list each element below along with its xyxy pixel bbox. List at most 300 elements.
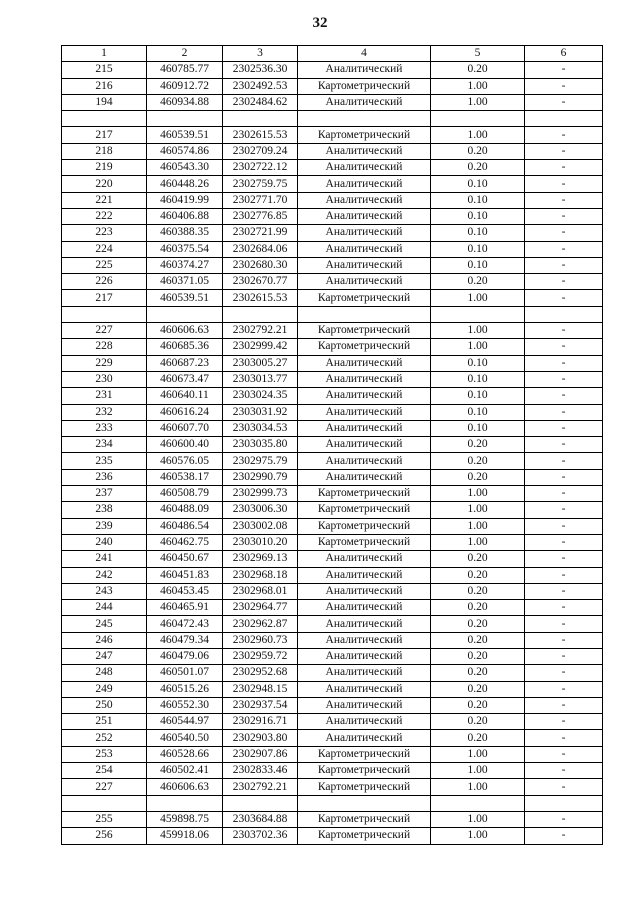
point-number-cell: 248 (62, 665, 147, 681)
point-number-cell: 236 (62, 469, 147, 485)
table-row (62, 600, 603, 616)
empty-cell (525, 111, 603, 127)
table-row (62, 339, 603, 355)
accuracy-cell: 1.00 (431, 811, 525, 827)
point-number-cell: 251 (62, 714, 147, 730)
accuracy-cell: 0.20 (431, 453, 525, 469)
empty-cell (298, 306, 431, 322)
x-coordinate-cell: 460472.43 (147, 616, 223, 632)
method-cell: Аналитический (298, 404, 431, 420)
point-number-cell: 217 (62, 290, 147, 306)
method-cell: Аналитический (298, 600, 431, 616)
point-number-cell: 220 (62, 176, 147, 192)
y-coordinate-cell: 2302759.75 (223, 176, 298, 192)
method-cell: Аналитический (298, 241, 431, 257)
empty-cell (223, 795, 298, 811)
table-row (62, 502, 603, 518)
note-cell: - (525, 763, 603, 779)
table-row (62, 404, 603, 420)
point-number-cell: 241 (62, 551, 147, 567)
point-number-cell: 216 (62, 78, 147, 94)
x-coordinate-cell: 460538.17 (147, 469, 223, 485)
x-coordinate-cell: 460606.63 (147, 323, 223, 339)
empty-cell (525, 306, 603, 322)
note-cell: - (525, 62, 603, 78)
y-coordinate-cell: 2303024.35 (223, 388, 298, 404)
x-coordinate-cell: 460462.75 (147, 534, 223, 550)
empty-cell (62, 795, 147, 811)
y-coordinate-cell: 2302771.70 (223, 192, 298, 208)
table-row (62, 811, 603, 827)
empty-cell (223, 306, 298, 322)
method-cell: Аналитический (298, 567, 431, 583)
y-coordinate-cell: 2302709.24 (223, 143, 298, 159)
method-cell: Картометрический (298, 78, 431, 94)
point-number-cell: 253 (62, 746, 147, 762)
empty-cell (431, 795, 525, 811)
note-cell: - (525, 274, 603, 290)
note-cell: - (525, 486, 603, 502)
empty-cell (62, 111, 147, 127)
note-cell: - (525, 583, 603, 599)
empty-cell (147, 306, 223, 322)
table-row (62, 665, 603, 681)
y-coordinate-cell: 2303010.20 (223, 534, 298, 550)
header-cell: 5 (431, 46, 525, 62)
method-cell: Картометрический (298, 746, 431, 762)
accuracy-cell: 1.00 (431, 779, 525, 795)
header-cell: 1 (62, 46, 147, 62)
y-coordinate-cell: 2302536.30 (223, 62, 298, 78)
table-row (62, 94, 603, 110)
spacer-row (62, 111, 603, 127)
note-cell: - (525, 502, 603, 518)
method-cell: Аналитический (298, 192, 431, 208)
table-row (62, 453, 603, 469)
accuracy-cell: 0.10 (431, 225, 525, 241)
note-cell: - (525, 290, 603, 306)
note-cell: - (525, 241, 603, 257)
table-row (62, 371, 603, 387)
accuracy-cell: 1.00 (431, 323, 525, 339)
x-coordinate-cell: 460419.99 (147, 192, 223, 208)
accuracy-cell: 0.20 (431, 583, 525, 599)
point-number-cell: 224 (62, 241, 147, 257)
empty-cell (525, 795, 603, 811)
note-cell: - (525, 323, 603, 339)
y-coordinate-cell: 2303702.36 (223, 828, 298, 844)
accuracy-cell: 1.00 (431, 502, 525, 518)
note-cell: - (525, 388, 603, 404)
point-number-cell: 227 (62, 323, 147, 339)
accuracy-cell: 0.20 (431, 160, 525, 176)
y-coordinate-cell: 2302484.62 (223, 94, 298, 110)
y-coordinate-cell: 2302948.15 (223, 681, 298, 697)
method-cell: Картометрический (298, 534, 431, 550)
y-coordinate-cell: 2302776.85 (223, 208, 298, 224)
method-cell: Аналитический (298, 257, 431, 273)
x-coordinate-cell: 460388.35 (147, 225, 223, 241)
table-row (62, 388, 603, 404)
y-coordinate-cell: 2302680.30 (223, 257, 298, 273)
table-body (62, 62, 603, 844)
note-cell: - (525, 94, 603, 110)
table-row (62, 746, 603, 762)
method-cell: Аналитический (298, 437, 431, 453)
accuracy-cell: 0.20 (431, 730, 525, 746)
x-coordinate-cell: 460673.47 (147, 371, 223, 387)
x-coordinate-cell: 460451.83 (147, 567, 223, 583)
table-row (62, 160, 603, 176)
accuracy-cell: 1.00 (431, 94, 525, 110)
table-row (62, 241, 603, 257)
method-cell: Картометрический (298, 339, 431, 355)
point-number-cell: 219 (62, 160, 147, 176)
point-number-cell: 250 (62, 697, 147, 713)
x-coordinate-cell: 460687.23 (147, 355, 223, 371)
accuracy-cell: 0.10 (431, 176, 525, 192)
method-cell: Картометрический (298, 486, 431, 502)
method-cell: Аналитический (298, 225, 431, 241)
method-cell: Аналитический (298, 681, 431, 697)
empty-cell (298, 111, 431, 127)
x-coordinate-cell: 460576.05 (147, 453, 223, 469)
note-cell: - (525, 371, 603, 387)
x-coordinate-cell: 460552.30 (147, 697, 223, 713)
table-row (62, 681, 603, 697)
method-cell: Аналитический (298, 453, 431, 469)
table-row (62, 225, 603, 241)
method-cell: Аналитический (298, 469, 431, 485)
x-coordinate-cell: 460934.88 (147, 94, 223, 110)
point-number-cell: 215 (62, 62, 147, 78)
accuracy-cell: 0.20 (431, 143, 525, 159)
y-coordinate-cell: 2303002.08 (223, 518, 298, 534)
point-number-cell: 229 (62, 355, 147, 371)
accuracy-cell: 0.20 (431, 697, 525, 713)
y-coordinate-cell: 2303005.27 (223, 355, 298, 371)
point-number-cell: 228 (62, 339, 147, 355)
accuracy-cell: 0.20 (431, 551, 525, 567)
empty-cell (298, 795, 431, 811)
method-cell: Аналитический (298, 388, 431, 404)
point-number-cell: 245 (62, 616, 147, 632)
point-number-cell: 222 (62, 208, 147, 224)
point-number-cell: 221 (62, 192, 147, 208)
note-cell: - (525, 648, 603, 664)
table-row (62, 127, 603, 143)
y-coordinate-cell: 2302792.21 (223, 323, 298, 339)
y-coordinate-cell: 2302959.72 (223, 648, 298, 664)
table-row (62, 763, 603, 779)
method-cell: Аналитический (298, 420, 431, 436)
spacer-row (62, 306, 603, 322)
y-coordinate-cell: 2303006.30 (223, 502, 298, 518)
method-cell: Аналитический (298, 616, 431, 632)
x-coordinate-cell: 460574.86 (147, 143, 223, 159)
x-coordinate-cell: 460465.91 (147, 600, 223, 616)
method-cell: Аналитический (298, 176, 431, 192)
table-row (62, 551, 603, 567)
x-coordinate-cell: 460501.07 (147, 665, 223, 681)
table-row (62, 143, 603, 159)
table-row (62, 779, 603, 795)
table-row (62, 469, 603, 485)
x-coordinate-cell: 460450.67 (147, 551, 223, 567)
x-coordinate-cell: 460479.34 (147, 632, 223, 648)
table-row (62, 616, 603, 632)
accuracy-cell: 0.20 (431, 437, 525, 453)
method-cell: Аналитический (298, 143, 431, 159)
method-cell: Аналитический (298, 697, 431, 713)
method-cell: Картометрический (298, 828, 431, 844)
table-row (62, 78, 603, 94)
x-coordinate-cell: 460508.79 (147, 486, 223, 502)
table-row (62, 583, 603, 599)
x-coordinate-cell: 460912.72 (147, 78, 223, 94)
point-number-cell: 223 (62, 225, 147, 241)
x-coordinate-cell: 460371.05 (147, 274, 223, 290)
y-coordinate-cell: 2302492.53 (223, 78, 298, 94)
page-number: 32 (312, 15, 328, 31)
x-coordinate-cell: 460616.24 (147, 404, 223, 420)
accuracy-cell: 1.00 (431, 763, 525, 779)
accuracy-cell: 0.10 (431, 420, 525, 436)
method-cell: Аналитический (298, 208, 431, 224)
note-cell: - (525, 143, 603, 159)
x-coordinate-cell: 460539.51 (147, 127, 223, 143)
point-number-cell: 247 (62, 648, 147, 664)
note-cell: - (525, 339, 603, 355)
x-coordinate-cell: 460486.54 (147, 518, 223, 534)
y-coordinate-cell: 2303035.80 (223, 437, 298, 453)
accuracy-cell: 1.00 (431, 518, 525, 534)
table-row (62, 176, 603, 192)
note-cell: - (525, 746, 603, 762)
method-cell: Аналитический (298, 583, 431, 599)
method-cell: Картометрический (298, 502, 431, 518)
y-coordinate-cell: 2302903.80 (223, 730, 298, 746)
note-cell: - (525, 208, 603, 224)
table-row (62, 534, 603, 550)
point-number-cell: 194 (62, 94, 147, 110)
table-row (62, 437, 603, 453)
method-cell: Картометрический (298, 290, 431, 306)
header-cell: 3 (223, 46, 298, 62)
accuracy-cell: 0.10 (431, 404, 525, 420)
point-number-cell: 237 (62, 486, 147, 502)
y-coordinate-cell: 2302962.87 (223, 616, 298, 632)
note-cell: - (525, 225, 603, 241)
note-cell: - (525, 600, 603, 616)
y-coordinate-cell: 2302964.77 (223, 600, 298, 616)
x-coordinate-cell: 460640.11 (147, 388, 223, 404)
x-coordinate-cell: 460375.54 (147, 241, 223, 257)
x-coordinate-cell: 460785.77 (147, 62, 223, 78)
accuracy-cell: 0.20 (431, 681, 525, 697)
method-cell: Аналитический (298, 632, 431, 648)
accuracy-cell: 0.20 (431, 274, 525, 290)
empty-cell (431, 306, 525, 322)
accuracy-cell: 1.00 (431, 746, 525, 762)
table-row (62, 355, 603, 371)
y-coordinate-cell: 2302937.54 (223, 697, 298, 713)
accuracy-cell: 0.10 (431, 208, 525, 224)
x-coordinate-cell: 460540.50 (147, 730, 223, 746)
table-row (62, 567, 603, 583)
x-coordinate-cell: 460606.63 (147, 779, 223, 795)
accuracy-cell: 0.10 (431, 257, 525, 273)
method-cell: Картометрический (298, 811, 431, 827)
accuracy-cell: 1.00 (431, 127, 525, 143)
note-cell: - (525, 632, 603, 648)
header-cell: 4 (298, 46, 431, 62)
y-coordinate-cell: 2302907.86 (223, 746, 298, 762)
empty-cell (62, 306, 147, 322)
note-cell: - (525, 811, 603, 827)
coordinates-table (61, 45, 603, 845)
method-cell: Аналитический (298, 714, 431, 730)
note-cell: - (525, 828, 603, 844)
note-cell: - (525, 257, 603, 273)
note-cell: - (525, 420, 603, 436)
note-cell: - (525, 665, 603, 681)
accuracy-cell: 0.20 (431, 714, 525, 730)
point-number-cell: 218 (62, 143, 147, 159)
x-coordinate-cell: 460453.45 (147, 583, 223, 599)
note-cell: - (525, 453, 603, 469)
x-coordinate-cell: 460539.51 (147, 290, 223, 306)
accuracy-cell: 1.00 (431, 828, 525, 844)
y-coordinate-cell: 2302999.73 (223, 486, 298, 502)
method-cell: Аналитический (298, 160, 431, 176)
x-coordinate-cell: 460479.06 (147, 648, 223, 664)
note-cell: - (525, 160, 603, 176)
note-cell: - (525, 355, 603, 371)
accuracy-cell: 1.00 (431, 339, 525, 355)
y-coordinate-cell: 2302969.13 (223, 551, 298, 567)
y-coordinate-cell: 2303034.53 (223, 420, 298, 436)
table-row (62, 518, 603, 534)
x-coordinate-cell: 459898.75 (147, 811, 223, 827)
y-coordinate-cell: 2303684.88 (223, 811, 298, 827)
y-coordinate-cell: 2302952.68 (223, 665, 298, 681)
point-number-cell: 227 (62, 779, 147, 795)
table-row (62, 648, 603, 664)
accuracy-cell: 0.10 (431, 241, 525, 257)
point-number-cell: 235 (62, 453, 147, 469)
y-coordinate-cell: 2302968.18 (223, 567, 298, 583)
method-cell: Картометрический (298, 323, 431, 339)
x-coordinate-cell: 460607.70 (147, 420, 223, 436)
y-coordinate-cell: 2302833.46 (223, 763, 298, 779)
point-number-cell: 230 (62, 371, 147, 387)
y-coordinate-cell: 2302916.71 (223, 714, 298, 730)
table-row (62, 208, 603, 224)
x-coordinate-cell: 460600.40 (147, 437, 223, 453)
point-number-cell: 231 (62, 388, 147, 404)
method-cell: Аналитический (298, 371, 431, 387)
note-cell: - (525, 437, 603, 453)
table-row (62, 632, 603, 648)
accuracy-cell: 0.20 (431, 567, 525, 583)
x-coordinate-cell: 460406.88 (147, 208, 223, 224)
note-cell: - (525, 551, 603, 567)
note-cell: - (525, 192, 603, 208)
table-row (62, 420, 603, 436)
x-coordinate-cell: 460502.41 (147, 763, 223, 779)
table-row (62, 323, 603, 339)
table-row (62, 290, 603, 306)
y-coordinate-cell: 2302960.73 (223, 632, 298, 648)
method-cell: Аналитический (298, 274, 431, 290)
point-number-cell: 255 (62, 811, 147, 827)
y-coordinate-cell: 2302792.21 (223, 779, 298, 795)
note-cell: - (525, 714, 603, 730)
note-cell: - (525, 616, 603, 632)
accuracy-cell: 1.00 (431, 290, 525, 306)
accuracy-cell: 1.00 (431, 534, 525, 550)
y-coordinate-cell: 2302615.53 (223, 127, 298, 143)
x-coordinate-cell: 460448.26 (147, 176, 223, 192)
accuracy-cell: 0.10 (431, 388, 525, 404)
empty-cell (147, 795, 223, 811)
note-cell: - (525, 78, 603, 94)
table-row (62, 486, 603, 502)
note-cell: - (525, 127, 603, 143)
y-coordinate-cell: 2302722.12 (223, 160, 298, 176)
point-number-cell: 232 (62, 404, 147, 420)
method-cell: Аналитический (298, 62, 431, 78)
y-coordinate-cell: 2302999.42 (223, 339, 298, 355)
point-number-cell: 238 (62, 502, 147, 518)
accuracy-cell: 0.20 (431, 616, 525, 632)
x-coordinate-cell: 460543.30 (147, 160, 223, 176)
spacer-row (62, 795, 603, 811)
method-cell: Аналитический (298, 551, 431, 567)
accuracy-cell: 0.20 (431, 632, 525, 648)
x-coordinate-cell: 460528.66 (147, 746, 223, 762)
y-coordinate-cell: 2302975.79 (223, 453, 298, 469)
table-row (62, 730, 603, 746)
note-cell: - (525, 404, 603, 420)
accuracy-cell: 1.00 (431, 78, 525, 94)
y-coordinate-cell: 2302968.01 (223, 583, 298, 599)
y-coordinate-cell: 2303031.92 (223, 404, 298, 420)
note-cell: - (525, 567, 603, 583)
table-row (62, 828, 603, 844)
point-number-cell: 256 (62, 828, 147, 844)
point-number-cell: 252 (62, 730, 147, 746)
x-coordinate-cell: 460685.36 (147, 339, 223, 355)
empty-cell (223, 111, 298, 127)
y-coordinate-cell: 2302684.06 (223, 241, 298, 257)
y-coordinate-cell: 2302721.99 (223, 225, 298, 241)
point-number-cell: 249 (62, 681, 147, 697)
note-cell: - (525, 730, 603, 746)
x-coordinate-cell: 460515.26 (147, 681, 223, 697)
table-row (62, 697, 603, 713)
method-cell: Картометрический (298, 127, 431, 143)
point-number-cell: 244 (62, 600, 147, 616)
note-cell: - (525, 518, 603, 534)
header-cell: 6 (525, 46, 603, 62)
method-cell: Картометрический (298, 518, 431, 534)
accuracy-cell: 0.20 (431, 665, 525, 681)
accuracy-cell: 0.20 (431, 62, 525, 78)
table-row (62, 257, 603, 273)
y-coordinate-cell: 2303013.77 (223, 371, 298, 387)
